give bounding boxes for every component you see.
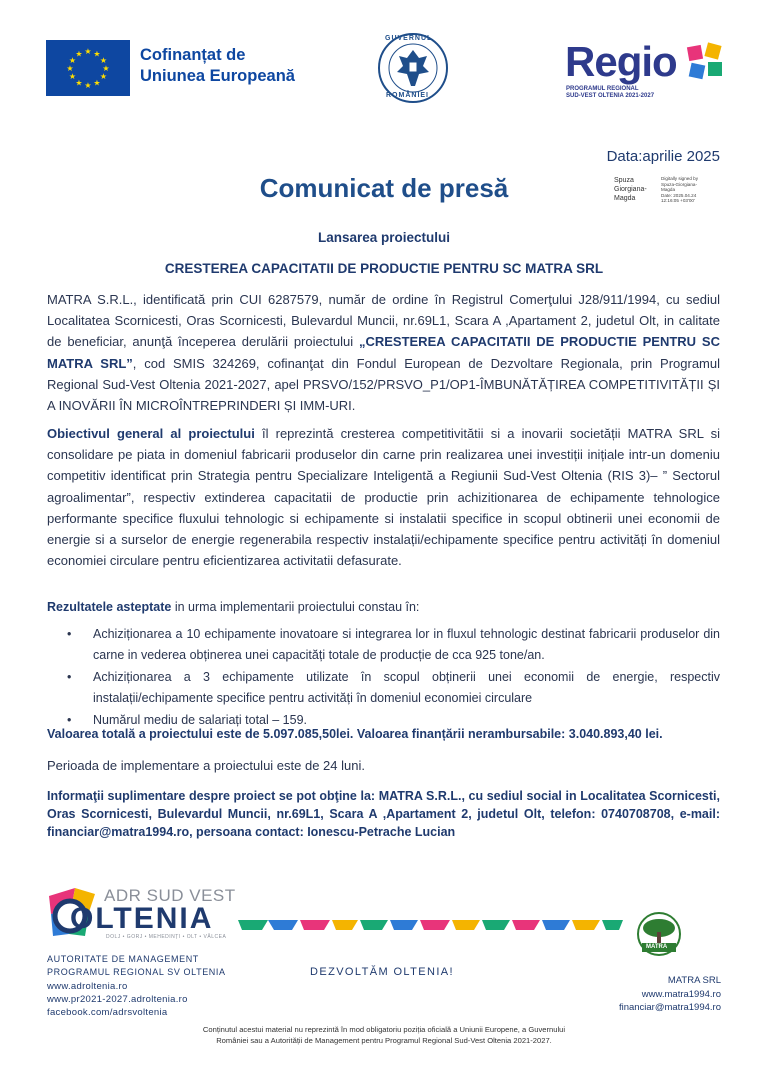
page-title: Comunicat de presă <box>259 173 509 203</box>
list-item: • Achiziționarea a 3 echipamente utilizate în scopul obținerii unei economii de energie, respectiv instalații/echipamente specifice pentru activități în domeniul economiei circulare <box>93 667 720 708</box>
matra-logo-text: MATRA <box>646 944 668 950</box>
regio-colorful-o-icon <box>686 40 726 84</box>
disclaimer-line2: României sau a Autorității de Management pentru Programul Regional Sud-Vest Oltenia 2021-2027. <box>216 1036 552 1045</box>
facebook-link[interactable]: facebook.com/adrsvoltenia <box>47 1007 168 1018</box>
decorative-ribbon <box>238 918 623 932</box>
regio-subtitle <box>566 86 654 100</box>
oltenia-word: OLTENIA <box>70 902 214 935</box>
svg-text:★: ★ <box>102 64 110 73</box>
press-release-date: Data:aprilie 2025 <box>606 148 720 165</box>
matra-contact <box>619 974 721 1015</box>
results-list <box>47 624 720 733</box>
svg-text:★: ★ <box>99 72 108 81</box>
slogan: DEZVOLTĂM OLTENIA! <box>310 966 454 978</box>
auth-line1: AUTORITATE DE MANAGEMENT <box>47 954 199 964</box>
regio-logo-word <box>565 38 677 86</box>
svg-text:★: ★ <box>75 49 83 59</box>
signature-note-line: Date: 2025.04.24 <box>661 192 697 198</box>
eu-flag-logo <box>46 40 130 96</box>
gov-seal-bottom-text: ROMÂNIEI <box>386 92 429 99</box>
project-title: CRESTEREA CAPACITATII DE PRODUCTIE PENTRU SC MATRA SRL <box>164 261 604 276</box>
objective-paragraph <box>47 423 720 571</box>
authority-links <box>47 980 188 1019</box>
signature-note-line: Digitally signed by <box>661 176 699 181</box>
svg-text:★: ★ <box>93 78 101 88</box>
matra-site-link[interactable]: www.matra1994.ro <box>641 988 721 1000</box>
results-label: Rezultatele asteptate <box>47 600 172 614</box>
pr-adroltenia-link[interactable]: www.pr2021-2027.adroltenia.ro <box>47 994 188 1005</box>
signature-note-line: Magda <box>661 187 676 193</box>
intro-project-name: „CRESTEREA CAPACITATII DE PRODUCTIE PENTRU SC MATRA SRL” <box>47 334 720 371</box>
svg-text:★: ★ <box>93 49 101 59</box>
regio-logo-text: Regio <box>565 38 677 85</box>
disclaimer-line1: Conținutul acestui material nu reprezintă în mod obligatoriu poziția oficială a Uniunii Europene, a Guvernului <box>202 1025 566 1034</box>
svg-text:★: ★ <box>84 81 92 90</box>
eu-text-line1: Cofinanțat de <box>140 46 246 64</box>
matra-logo <box>636 912 682 960</box>
intro-paragraph <box>47 289 720 416</box>
matra-email-link[interactable]: financiar@matra1994.ro <box>618 1002 721 1013</box>
matra-name: MATRA SRL <box>667 975 721 986</box>
subtitle: Lansarea proiectului <box>317 230 451 245</box>
eu-cofinancing-text <box>140 45 295 87</box>
digital-signature-note <box>661 176 721 204</box>
objective-label: Obiectivul general al proiectului <box>47 426 255 441</box>
regio-sub-line2: SUD-VEST OLTENIA 2021-2027 <box>566 93 655 99</box>
auth-line2: PROGRAMUL REGIONAL SV OLTENIA <box>47 967 226 977</box>
matra-tree-icon <box>636 912 682 960</box>
svg-text:★: ★ <box>75 78 83 88</box>
svg-text:★: ★ <box>68 72 77 81</box>
implementation-period: Perioada de implementare a proiectului este de 24 luni. <box>47 758 365 773</box>
adr-line: ADR SUD VEST <box>104 886 236 905</box>
results-intro <box>47 597 720 618</box>
eu-stars-icon <box>46 40 130 96</box>
project-value: Valoarea totală a proiectului este de 5.097.085,50lei. Valoarea finanțării nerambursabile: 3.040.893,40 lei. <box>47 727 663 741</box>
contact-info: Informaţii suplimentare despre proiect se pot obţine la: MATRA S.R.L., cu sediul social in Localitatea Scornicesti, Oras Scornicesti, Bulevardul Muncii, nr.69L1, Scara A ,Apartament 2, judetul Olt, telefon: 0740708708, e-mail: financiar@matra1994.ro, persoana contact: Ionescu-Petrache Lucian <box>47 789 720 839</box>
digital-signature-name <box>614 176 647 203</box>
signature-name-line: Giorgiana- <box>614 186 647 193</box>
signature-name-line: Magda <box>614 195 636 202</box>
gov-seal-top-text: GUVERNUL <box>385 35 433 42</box>
list-item: • Numărul mediu de salariați total – 159. <box>93 710 720 731</box>
disclaimer <box>0 1024 768 1046</box>
svg-text:★: ★ <box>68 56 77 65</box>
svg-text:★: ★ <box>99 56 108 65</box>
counties-line: DOLJ • GORJ • MEHEDINȚI • OLT • VÂLCEA <box>106 934 227 940</box>
svg-text:★: ★ <box>66 64 74 73</box>
results-intro-text: in urma implementarii proiectului constau în: <box>171 600 420 614</box>
adroltenia-link[interactable]: www.adroltenia.ro <box>47 981 128 992</box>
managing-authority <box>47 953 226 979</box>
intro-text-a: MATRA S.R.L., identificată prin CUI 6287579, număr de ordine în Registrul Comerţului J28/911/1994, cu sediul Localitatea Scornicesti, Oras Scornicesti, Bulevardul Muncii, nr.69L1, Scara A ,Apartament 2, judetul Olt, in calitate de beneficiar, anunţă începerea derulării proiectului <box>47 292 720 350</box>
signature-name-line: Spuza <box>614 177 634 184</box>
signature-note-line: Spuza-Giorgiana- <box>661 181 698 187</box>
regio-sub-line1: PROGRAMUL REGIONAL <box>566 86 639 92</box>
intro-text-b: , cod SMIS 324269, cofinanţat din Fondul European de Dezvoltare Regionala, prin Programul Regional Sud-Vest Oltenia 2021-2027, apel PRSVO/152/PRSVO_P1/OP1-ÎMBUNĂTĂȚIREA COMPETITIVITĂȚII ȘI A INOVĂRII ÎN MICROÎNTREPRINDERI ȘI IMM-URI. <box>47 355 720 414</box>
svg-text:★: ★ <box>84 47 92 56</box>
objective-text: îl reprezintă cresterea competitivitătii si a inovarii societății MATRA SRL si consolidare pe piata in domeniul fabricarii produselor din carne prin realizarea unei investiții inițiale intr-un domeniu competitiv identificat prin Strategia pentru Specializare Inteligentă a Regiunii Sud-Vest Oltenia (RIS 3)– ” Sectorul agroalimentar”, respectiv extinderea capacitatii de productie prin achizitionarea de echipamente tehnologice performante specifice fluxului tehnologic si echipamente si instalatii specifice in scopul obtinerii unei economii de energie si a surselor de energie regenerabila respectiv instalații/echipamente specifice pentru activități în domeniul economiei circulare pentru eficientizarea activitatii defasurate. <box>47 426 720 569</box>
list-item: • Achiziționarea a 10 echipamente inovatoare si integrarea lor in fluxul tehnologic destinat fabricarii produselor din carne in vederea obținerea unei capacități totale de producție de cca 925 tone/an. <box>93 624 720 665</box>
signature-note-line: 12:16:05 +03'00' <box>661 198 695 204</box>
eu-text-line2: Uniunea Europeană <box>140 67 295 85</box>
